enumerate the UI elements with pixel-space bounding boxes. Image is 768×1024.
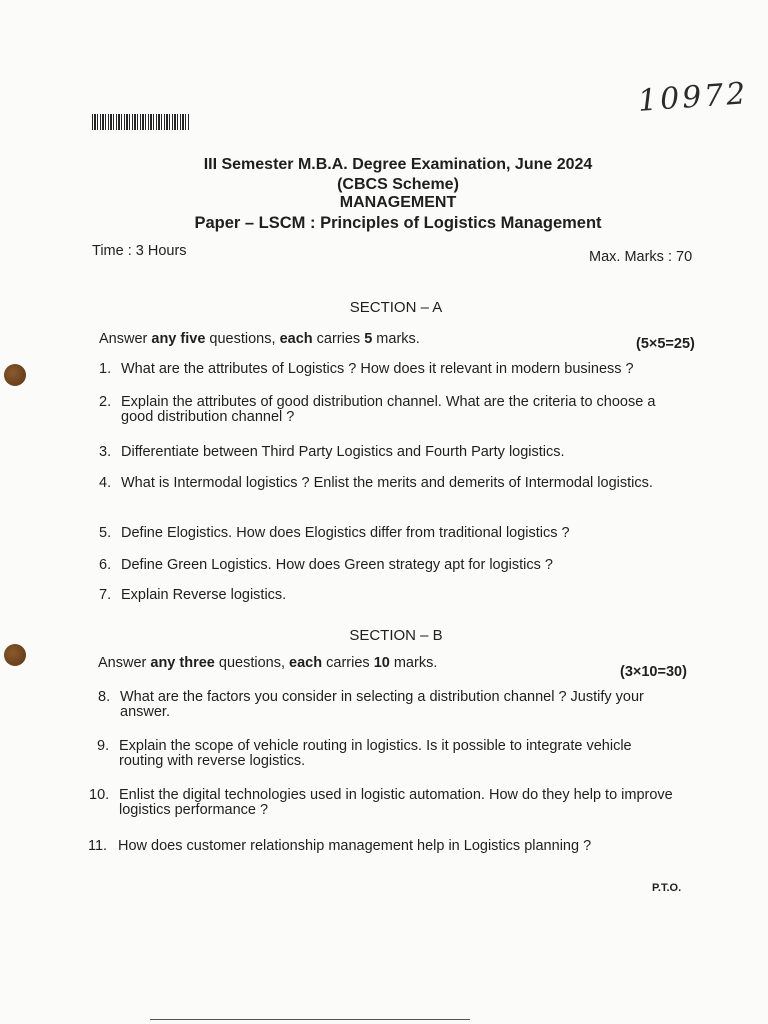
question-11: 11. How does customer relationship management help in Logistics planning ?	[88, 838, 592, 854]
section-a-score: (5×5=25)	[636, 336, 695, 352]
punch-hole-top	[4, 364, 26, 386]
barcode	[92, 114, 190, 130]
subject-line: MANAGEMENT	[339, 194, 457, 211]
question-3: 3. Differentiate between Third Party Logistics and Fourth Party logistics.	[99, 444, 565, 460]
question-10: 10. Enlist the digital technologies used in logistic automation. How do they help to improve logistics performance ?	[89, 787, 673, 818]
question-2: 2. Explain the attributes of good distribution channel. What are the criteria to choose a good distribution channel ?	[99, 394, 656, 425]
please-turn-over: P.T.O.	[652, 882, 682, 894]
punch-hole-bottom	[4, 644, 26, 666]
section-a-instructions: Answer any five questions, each carries 5 marks.	[99, 331, 420, 347]
page-edge-line	[150, 1019, 470, 1020]
exam-title: III Semester M.B.A. Degree Examination, June 2024	[203, 156, 593, 173]
question-5: 5. Define Elogistics. How does Elogistics differ from traditional logistics ?	[99, 525, 570, 541]
handwritten-paper-code: 10972	[636, 76, 750, 119]
question-9: 9. Explain the scope of vehicle routing in logistics. Is it possible to integrate vehicle routing with reverse logistics.	[97, 738, 632, 769]
question-1: 1. What are the attributes of Logistics ? How does it relevant in modern business ?	[99, 361, 634, 377]
section-a-title: SECTION – A	[349, 299, 443, 316]
question-6: 6. Define Green Logistics. How does Green strategy apt for logistics ?	[99, 557, 553, 573]
question-7: 7. Explain Reverse logistics.	[99, 587, 287, 603]
max-marks: Max. Marks : 70	[589, 249, 693, 265]
section-b-score: (3×10=30)	[620, 664, 687, 680]
paper-title: Paper – LSCM : Principles of Logistics Management	[194, 214, 602, 232]
section-b-instructions: Answer any three questions, each carries 10 marks.	[98, 655, 438, 671]
scheme-line: (CBCS Scheme)	[337, 176, 459, 193]
time-allowed: Time : 3 Hours	[92, 243, 187, 259]
question-8: 8. What are the factors you consider in selecting a distribution channel ? Justify your answer.	[98, 689, 644, 720]
question-4: 4. What is Intermodal logistics ? Enlist the merits and demerits of Intermodal logistics.	[99, 475, 653, 491]
section-b-title: SECTION – B	[349, 627, 443, 644]
